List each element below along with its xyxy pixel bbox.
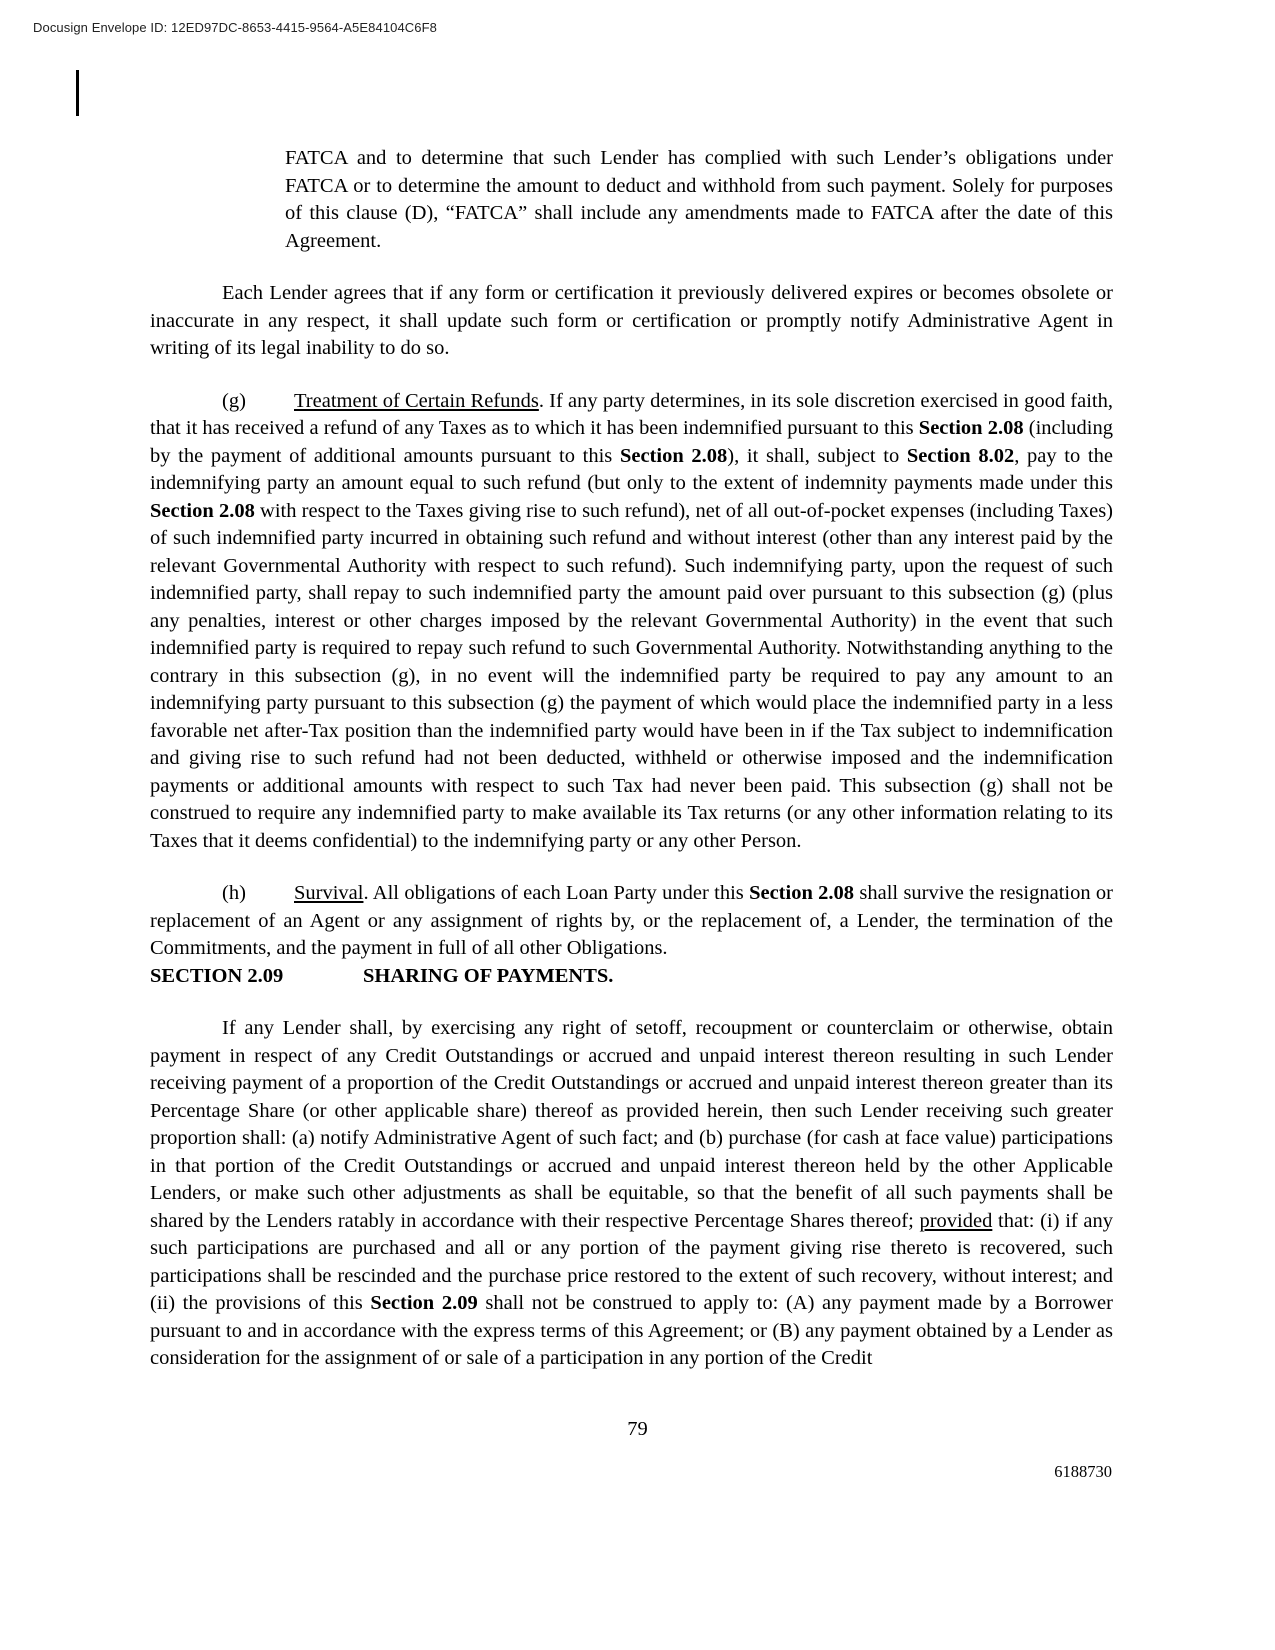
sharing-of-payments-paragraph: If any Lender shall, by exercising any right of setoff, recoupment or counterclaim or otherwise, obtain payment in respect of any Credit Outstandings or accrued and unpaid interest thereon resulting in such Lender receiving payment of a proportion of the Credit Outstandings or accrued and unpaid interest thereon greater than its Percentage Share (or other applicable share) thereof as provided herein, then such Lender receiving such greater proportion shall: (a) notify Administrative Agent of such fact; and (b) purchase (for cash at face value) participations in that portion of the Credit Outstandings or accrued and unpaid interest thereon held by the other Applicable Lenders, or make such other adjustments as shall be equitable, so that the benefit of all such payments shall be shared by the Lenders ratably in accordance with their respective Percentage Shares thereof; provided that: (i) if any such participations are purchased and all or any portion of the payment giving rise thereto is recovered, such participations shall be rescinded and the purchase price restored to the extent of such recovery, without interest; and (ii) the provisions of this Section 2.09 shall not be construed to apply to: (A) any payment made by a Borrower pursuant to and in accordance with the express terms of this Agreement; or (B) any payment obtained by a Lender as consideration for the assignment of or sale of a participation in any portion of the Credit bbox=[150, 1017, 1113, 1369]
document-number: 6188730 bbox=[1054, 1462, 1112, 1481]
section-reference: Section 8.02 bbox=[906, 444, 1015, 467]
section-reference: Section 2.08 bbox=[619, 444, 728, 467]
subsection-g-paragraph: (g) Treatment of Certain Refunds. If any party determines, in its sole discretion exercised in good faith, that it has received a refund of any Taxes as to which it has been indemnified pursuant to this Section 2.08 (including by the payment of additional amounts pursuant to this Section 2.08), it shall, subject to Section 8.02, pay to the indemnifying party an amount equal to such refund (but only to the extent of indemnity payments made under this Section 2.08 with respect to the Taxes giving rise to such refund), net of all out-of-pocket expenses (including Taxes) of such indemnified party incurred in obtaining such refund and without interest (other than any interest paid by the relevant Governmental Authority with respect to such refund). Such indemnifying party, upon the request of such indemnified party, shall repay to such indemnified party the amount paid over pursuant to this subsection (g) (plus any penalties, interest or other charges imposed by the relevant Governmental Authority) in the event that such indemnified party is required to repay such refund to such Governmental Authority. Notwithstanding anything to the contrary in this subsection (g), in no event will the indemnified party be required to pay any amount to an indemnifying party pursuant to this subsection (g) the payment of which would place the indemnified party in a less favorable net after-Tax position than the indemnified party would have been in if the Tax subject to indemnification and giving rise to such refund had not been deducted, withheld or otherwise imposed and the indemnification payments or additional amounts with respect to such Tax had never been paid. This subsection (g) shall not be construed to require any indemnified party to make available its Tax returns (or any other information relating to its Taxes that it deems confidential) to the indemnifying party or any other Person. bbox=[150, 389, 1113, 852]
section-heading bbox=[150, 963, 1113, 991]
section-reference: Section 2.08 bbox=[150, 499, 255, 522]
document-body bbox=[150, 145, 1113, 1373]
section-title: SHARING OF PAYMENTS. bbox=[363, 964, 614, 987]
subsection-h-title: Survival bbox=[294, 882, 364, 904]
subsection-h-label: (h) bbox=[222, 882, 246, 904]
page-number: 79 bbox=[627, 1418, 648, 1440]
section-reference: Section 2.08 bbox=[918, 417, 1024, 439]
section-reference: Section 2.09 bbox=[370, 1292, 478, 1314]
section-number: SECTION 2.09 bbox=[150, 964, 284, 987]
subsection-g-title: Treatment of Certain Refunds bbox=[294, 389, 539, 412]
revision-change-bar bbox=[76, 70, 79, 116]
docusign-envelope-id: Docusign Envelope ID: 12ED97DC-8653-4415-9564-A5E84104C6F8 bbox=[33, 20, 437, 35]
provided-term: provided bbox=[919, 1209, 993, 1232]
subsection-g-label: (g) bbox=[222, 389, 246, 412]
form-update-paragraph: Each Lender agrees that if any form or certification it previously delivered expires or becomes obsolete or inaccurate in any respect, it shall update such form or certification or promptly notify Administrative Agent in writing of its legal inability to do so. bbox=[150, 282, 1113, 359]
section-reference: Section 2.08 bbox=[749, 882, 855, 904]
fatca-clause-continuation: FATCA and to determine that such Lender has complied with such Lender’s obligations under FATCA or to determine the amount to deduct and withhold from such payment. Solely for purposes of this clause (D), “FATCA” shall include any amendments made to FATCA after the date of this Agreement. bbox=[285, 147, 1113, 252]
subsection-h-paragraph: (h) Survival. All obligations of each Loan Party under this Section 2.08 shall survive the resignation or replacement of an Agent or any assignment of rights by, or the replacement of, a Lender, the termination of the Commitments, and the payment in full of all other Obligations. bbox=[150, 882, 1114, 959]
